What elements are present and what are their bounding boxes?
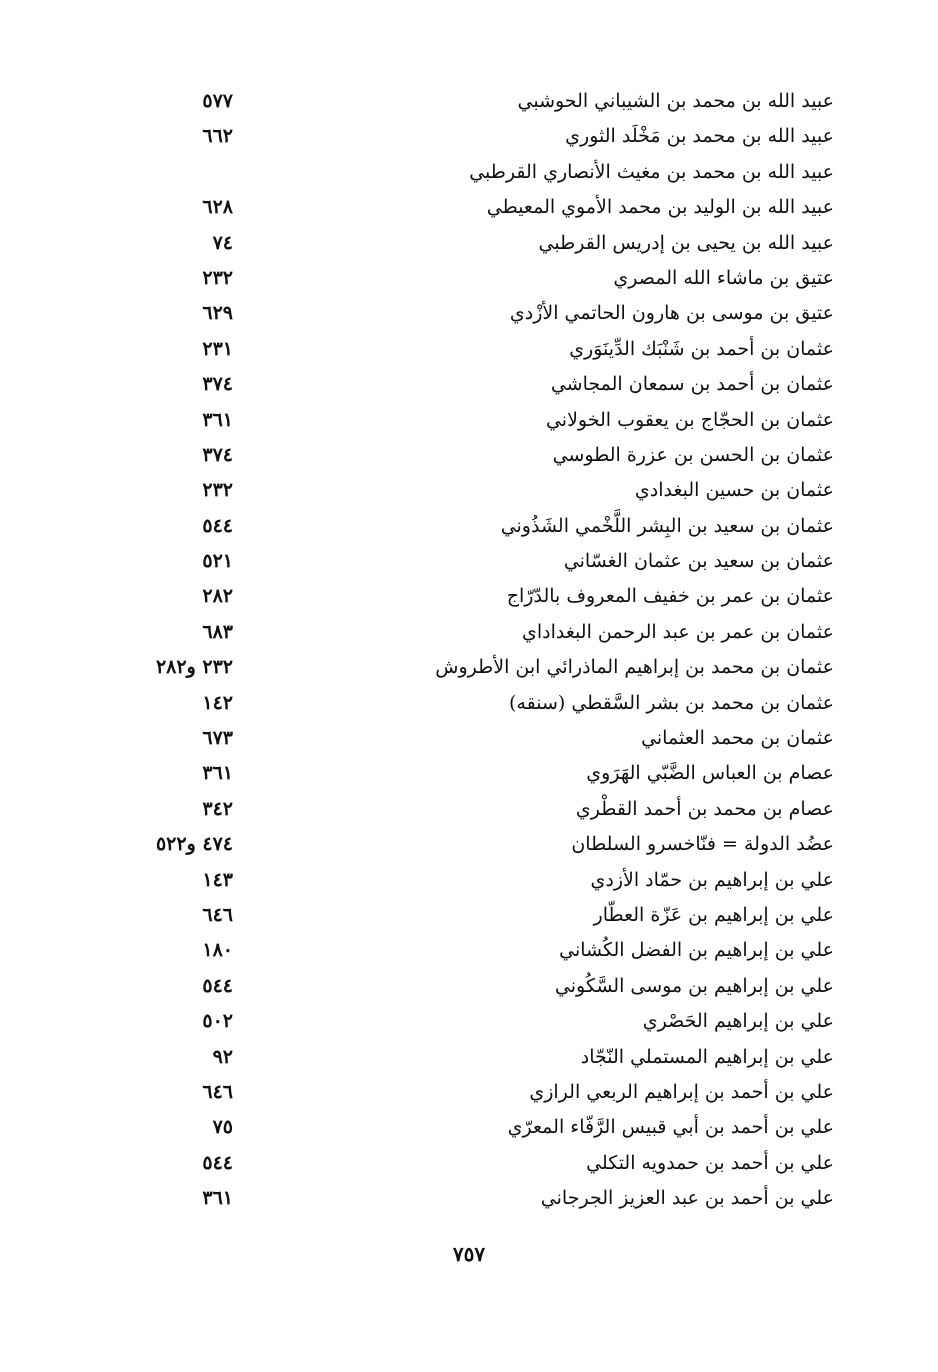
- index-entry: [130, 721, 834, 756]
- entry-name: عبيد الله بن محمد بن الشيباني الحوشبي: [517, 90, 834, 112]
- entry-name: عصام بن العباس الضَّبّي الهَرَوي: [586, 762, 834, 785]
- entry-name: علي بن إبراهيم بن حمّاد الأزدي: [590, 868, 834, 891]
- entry-page-refs: ٣٧٤: [202, 443, 233, 466]
- entry-page-refs: ٥٤٤: [202, 974, 233, 997]
- entry-page-refs: ٦٦٢: [202, 125, 233, 148]
- entry-name: عبيد الله بن محمد بن مغيث الأنصاري القرطبي: [469, 160, 834, 183]
- entry-name: علي بن أحمد بن أبي قبيس الرَّفّاء المعرّي: [507, 1116, 834, 1139]
- entry-name: عثمان بن الحجّاج بن يعقوب الخولاني: [545, 408, 834, 431]
- entry-page-refs: ٣٦١: [202, 762, 233, 785]
- entry-page-refs: ٦٨٣: [202, 620, 233, 643]
- index-entry: [130, 1110, 834, 1145]
- name-index-list: [130, 84, 834, 1217]
- entry-name: عثمان بن حسين البغدادي: [634, 479, 834, 502]
- index-entry: [130, 686, 834, 721]
- entry-page-refs: ٦٤٦: [202, 903, 233, 926]
- index-entry: [130, 863, 834, 898]
- entry-name: عثمان بن أحمد بن سمعان المجاشي: [550, 373, 834, 396]
- index-entry: [130, 1146, 834, 1181]
- entry-name: عبيد الله بن الوليد بن محمد الأموي المعيطي: [486, 196, 834, 219]
- entry-name: عثمان بن عمر بن عبد الرحمن البغداداي: [522, 620, 834, 643]
- entry-page-refs: ٧٥: [212, 1116, 233, 1139]
- entry-page-refs: ٩٢: [212, 1045, 233, 1068]
- index-entry: [130, 544, 834, 579]
- entry-name: عثمان بن سعيد بن عثمان الغسّاني: [563, 550, 834, 573]
- entry-page-refs: ٣٦١: [202, 408, 233, 431]
- index-entry: [130, 650, 834, 685]
- entry-page-refs: ٢٣٢ و٢٨٢: [155, 656, 233, 679]
- entry-page-refs: ٦٤٦: [202, 1080, 233, 1103]
- entry-page-refs: ٦٢٨: [202, 196, 233, 219]
- entry-name: عثمان بن عمر بن خفيف المعروف بالدّرّاج: [506, 585, 834, 608]
- entry-page-refs: ١٨٠: [202, 939, 233, 962]
- index-entry: [130, 367, 834, 402]
- entry-page-refs: ٥٠٢: [202, 1010, 233, 1033]
- index-entry: [130, 190, 834, 225]
- entry-page-refs: ٧٤: [212, 231, 233, 254]
- index-entry: [130, 898, 834, 933]
- index-entry: [130, 119, 834, 154]
- index-entry: [130, 827, 834, 862]
- index-entry: [130, 332, 834, 367]
- entry-page-refs: ٦٢٩: [202, 302, 233, 325]
- entry-name: عبيد الله بن محمد بن مَخْلَد الثوري: [565, 125, 834, 148]
- entry-page-refs: ٤٧٤ و٥٢٢: [155, 833, 233, 856]
- index-entry: [130, 84, 834, 119]
- entry-name: عتيق بن ماشاء الله المصري: [613, 266, 834, 289]
- entry-page-refs: ٢٣١: [202, 337, 233, 360]
- index-entry: [130, 261, 834, 296]
- entry-page-refs: ٥٤٤: [202, 1151, 233, 1174]
- entry-name: علي بن إبراهيم الحَصْري: [642, 1010, 834, 1033]
- entry-name: عصام بن محمد بن أحمد القطْري: [575, 797, 834, 820]
- entry-name: علي بن أحمد بن حمدويه التكلي: [586, 1151, 834, 1174]
- entry-name: عثمان بن محمد بن بشر السَّقطي (سنقه): [509, 691, 834, 714]
- entry-name: عضُد الدولة = فنّاخسرو السلطان: [571, 833, 834, 856]
- entry-name: عثمان بن أحمد بن شَنْبَك الدِّينَوَري: [569, 337, 834, 360]
- entry-page-refs: ٢٨٢: [202, 585, 233, 608]
- entry-page-refs: ٣٦١: [202, 1187, 233, 1210]
- index-entry: [130, 226, 834, 261]
- index-entry: [130, 296, 834, 331]
- index-entry: [130, 1004, 834, 1039]
- entry-page-refs: ٢٣٢: [202, 479, 233, 502]
- entry-page-refs: ١٤٣: [202, 868, 233, 891]
- index-entry: [130, 615, 834, 650]
- entry-name: عثمان بن محمد بن إبراهيم الماذرائي ابن الأطروش: [435, 656, 834, 679]
- entry-page-refs: ٣٤٢: [202, 797, 233, 820]
- entry-name: عثمان بن سعيد بن البِشر اللَّخْمي الشَذُوني: [500, 514, 834, 537]
- entry-name: عبيد الله بن يحيى بن إدريس القرطبي: [538, 231, 834, 254]
- entry-name: علي بن إبراهيم بن موسى السَّكُوني: [554, 974, 834, 997]
- index-entry: [130, 155, 834, 190]
- index-entry: [130, 792, 834, 827]
- entry-name: عثمان بن الحسن بن عزرة الطوسي: [552, 443, 834, 466]
- entry-name: علي بن أحمد بن عبد العزيز الجرجاني: [540, 1187, 834, 1210]
- index-entry: [130, 579, 834, 614]
- entry-name: علي بن إبراهيم بن الفضل الكُشاني: [559, 939, 834, 962]
- index-entry: [130, 756, 834, 791]
- index-entry: [130, 933, 834, 968]
- entry-name: علي بن إبراهيم المستملي النّجّاد: [580, 1045, 834, 1068]
- index-entry: [130, 969, 834, 1004]
- entry-page-refs: ٥٢١: [202, 550, 233, 573]
- entry-page-refs: ٥٧٧: [202, 90, 233, 112]
- index-entry: [130, 473, 834, 508]
- entry-page-refs: ٥٤٤: [202, 514, 233, 537]
- entry-name: علي بن أحمد بن إبراهيم الربعي الرازي: [529, 1080, 834, 1103]
- page-number: ٧٥٧: [452, 1242, 486, 1266]
- index-entry: [130, 1075, 834, 1110]
- entry-name: عثمان بن محمد العثماني: [641, 727, 834, 750]
- entry-page-refs: ١٤٢: [202, 691, 233, 714]
- index-entry: [130, 1040, 834, 1075]
- index-entry: [130, 403, 834, 438]
- entry-name: عتيق بن موسى بن هارون الحاتمي الأزْدي: [509, 302, 834, 325]
- index-entry: [130, 1181, 834, 1216]
- entry-name: علي بن إبراهيم بن عَزّة العطّار: [593, 903, 834, 926]
- index-entry: [130, 509, 834, 544]
- index-entry: [130, 438, 834, 473]
- entry-page-refs: ٦٧٣: [202, 727, 233, 750]
- entry-page-refs: ٢٣٢: [202, 266, 233, 289]
- entry-page-refs: ٣٧٤: [202, 373, 233, 396]
